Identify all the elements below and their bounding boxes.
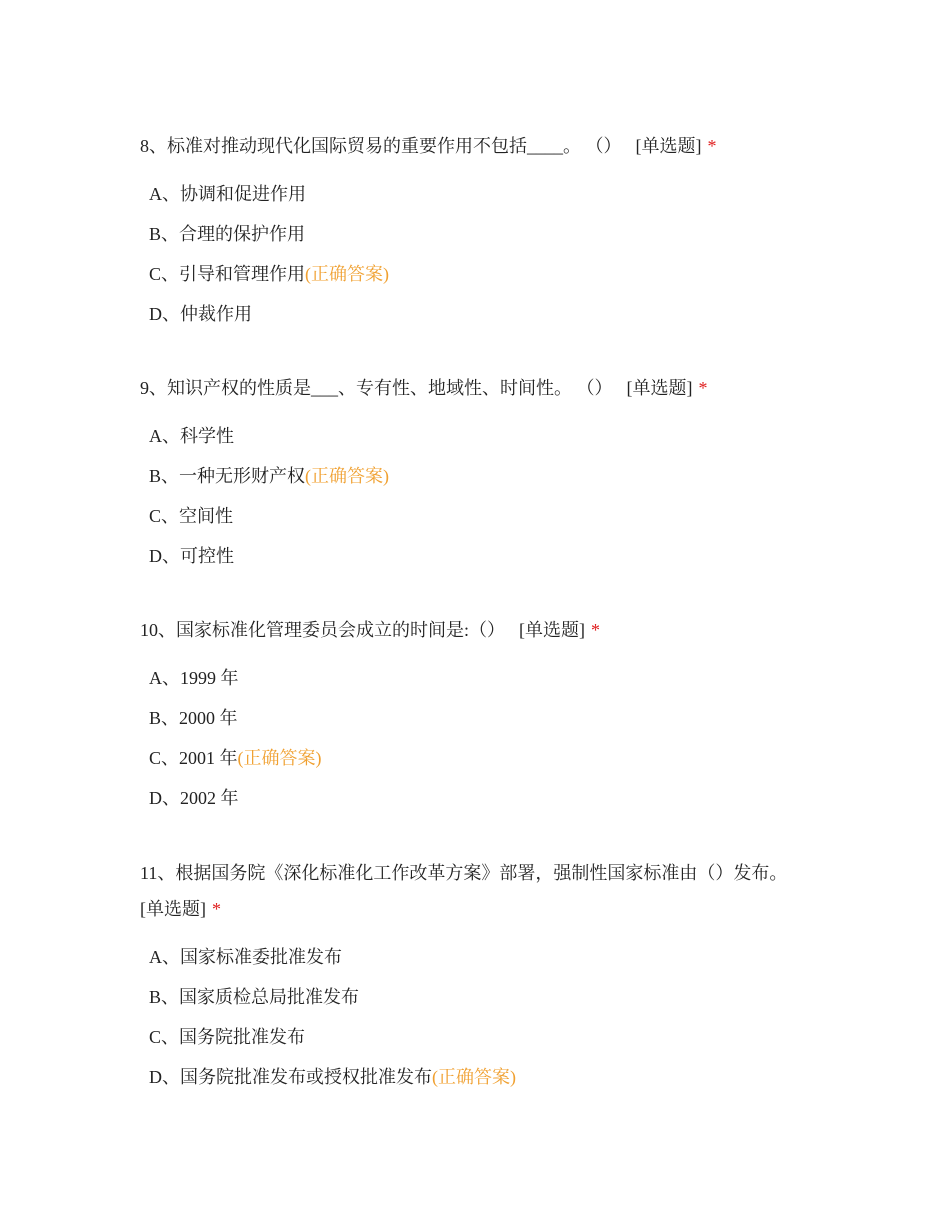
option-letter: D、	[149, 304, 180, 324]
option-list	[140, 174, 820, 334]
option-text: 国家质检总局批准发布	[179, 987, 360, 1007]
option-list	[140, 416, 820, 576]
option-letter: A、	[149, 668, 180, 688]
question-type: [单选题]	[635, 136, 702, 156]
option-text: 合理的保护作用	[179, 224, 306, 244]
question-text: 10、国家标准化管理委员会成立的时间是:（）	[140, 620, 505, 640]
option-d[interactable]	[149, 778, 820, 818]
option-letter: C、	[149, 1027, 180, 1047]
option-c[interactable]	[149, 1017, 820, 1057]
option-letter: D、	[149, 546, 180, 566]
option-letter: B、	[149, 708, 180, 728]
option-letter: B、	[149, 987, 180, 1007]
option-c[interactable]	[149, 254, 820, 294]
required-mark: *	[212, 899, 221, 919]
question-10	[140, 612, 820, 818]
option-text: 1999 年	[180, 668, 239, 688]
correct-answer-label: (正确答案)	[237, 748, 322, 768]
option-letter: A、	[149, 426, 180, 446]
option-text: 国务院批准发布	[179, 1027, 306, 1047]
question-type: [单选题]	[519, 620, 585, 640]
option-b[interactable]	[149, 456, 820, 496]
option-letter: D、	[149, 1067, 180, 1087]
question-11	[140, 855, 820, 1097]
correct-answer-label: (正确答案)	[432, 1067, 516, 1087]
correct-answer-label: (正确答案)	[305, 466, 390, 486]
question-text: 11、根据国务院《深化标准化工作改革方案》部署，强制性国家标准由（）发布。	[140, 863, 788, 883]
question-title	[140, 128, 820, 164]
option-c[interactable]	[149, 738, 820, 778]
option-d[interactable]	[149, 294, 820, 334]
question-8	[140, 128, 820, 334]
option-text: 2000 年	[179, 708, 238, 728]
correct-answer-label: (正确答案)	[305, 264, 390, 284]
option-b[interactable]	[149, 698, 820, 738]
question-title	[140, 612, 820, 648]
option-letter: C、	[149, 748, 180, 768]
option-b[interactable]	[149, 214, 820, 254]
option-letter: C、	[149, 506, 180, 526]
option-a[interactable]	[149, 174, 820, 214]
option-letter: A、	[149, 184, 180, 204]
option-text: 2002 年	[180, 788, 239, 808]
option-letter: B、	[149, 224, 180, 244]
option-a[interactable]	[149, 658, 820, 698]
option-list	[140, 937, 820, 1097]
option-text: 空间性	[179, 506, 234, 526]
option-text: 科学性	[180, 426, 234, 446]
question-type: [单选题]	[626, 378, 693, 398]
option-d[interactable]	[149, 536, 820, 576]
question-type: [单选题]	[140, 899, 206, 919]
question-9	[140, 370, 820, 576]
option-letter: B、	[149, 466, 180, 486]
option-a[interactable]	[149, 416, 820, 456]
question-title	[140, 855, 820, 927]
question-title	[140, 370, 820, 406]
option-letter: D、	[149, 788, 180, 808]
option-d[interactable]	[149, 1057, 820, 1097]
required-mark: *	[698, 378, 708, 398]
option-c[interactable]	[149, 496, 820, 536]
option-text: 引导和管理作用	[179, 264, 306, 284]
option-b[interactable]	[149, 977, 820, 1017]
option-text: 国务院批准发布或授权批准发布	[180, 1067, 432, 1087]
required-mark: *	[591, 620, 600, 640]
option-text: 国家标准委批准发布	[180, 947, 342, 967]
option-text: 一种无形财产权	[179, 466, 306, 486]
option-letter: A、	[149, 947, 180, 967]
option-text: 协调和促进作用	[180, 184, 306, 204]
option-text: 仲裁作用	[180, 304, 252, 324]
question-text: 8、标准对推动现代化国际贸易的重要作用不包括____。 （）	[140, 136, 622, 156]
option-a[interactable]	[149, 937, 820, 977]
required-mark: *	[707, 136, 717, 156]
option-letter: C、	[149, 264, 180, 284]
question-text: 9、知识产权的性质是___、专有性、地域性、时间性。 （）	[140, 378, 613, 398]
option-text: 2001 年	[179, 748, 238, 768]
option-list	[140, 658, 820, 818]
option-text: 可控性	[180, 546, 234, 566]
